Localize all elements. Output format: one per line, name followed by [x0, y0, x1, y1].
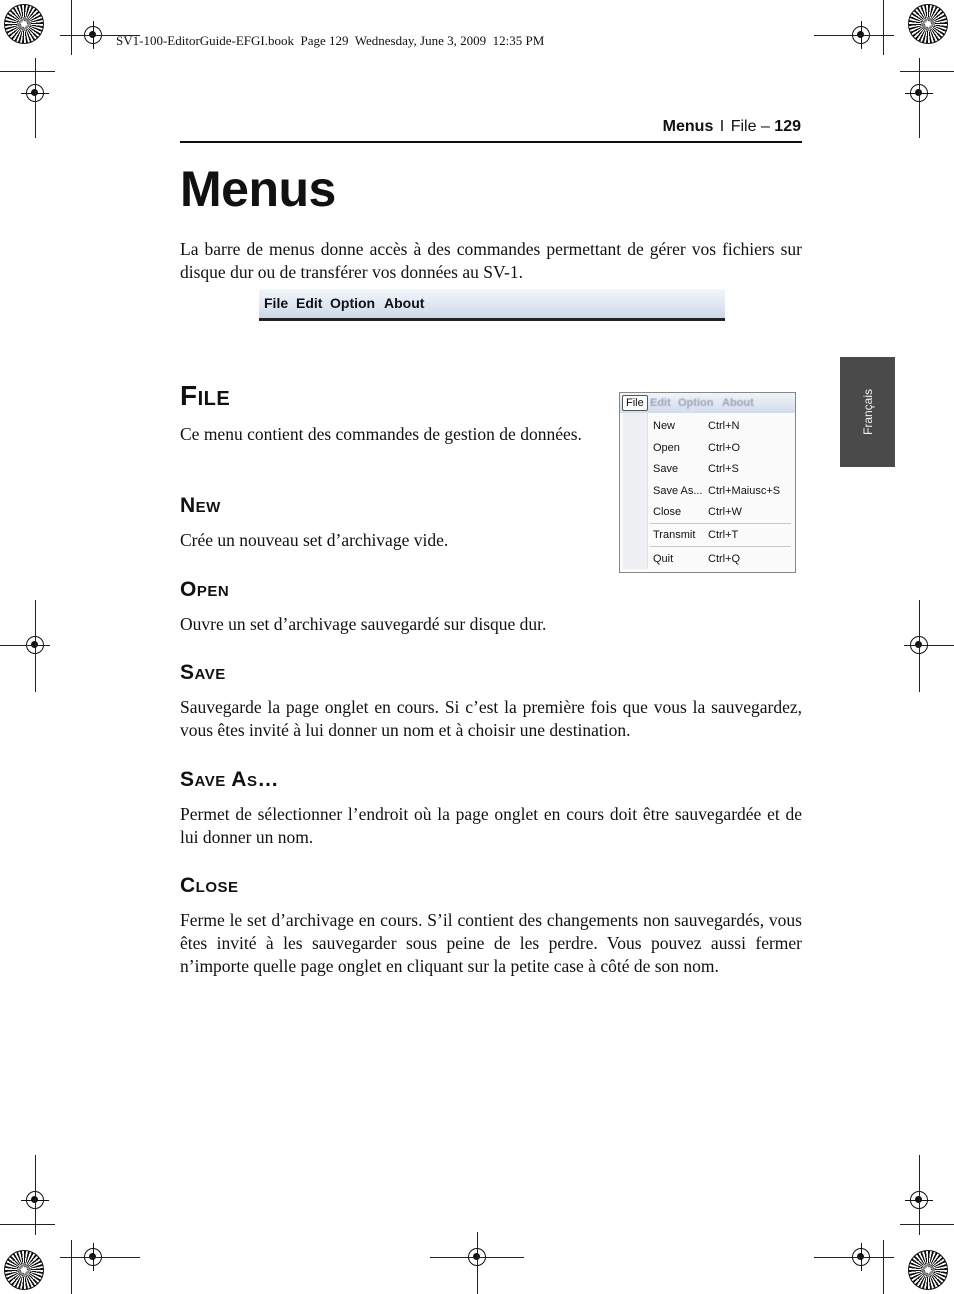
- page-number: 129: [774, 118, 801, 135]
- file-menu-gutter: [623, 413, 648, 569]
- file-menu-shortcut-quit: Ctrl+Q: [708, 553, 741, 565]
- heading-open: Open: [180, 578, 230, 601]
- file-menu-shortcut-save: Ctrl+S: [708, 463, 739, 475]
- file-menu-shortcut-new: Ctrl+N: [708, 420, 740, 432]
- file-menu-item-save-as: Save As...: [653, 485, 703, 497]
- file-menu-shortcut-transmit: Ctrl+T: [708, 529, 739, 541]
- header-topic: File: [730, 118, 757, 135]
- file-menu-item-transmit: Transmit: [653, 529, 696, 541]
- file-menu-screenshot: [619, 392, 796, 573]
- text-new: Crée un nouveau set d’archivage vide.: [180, 530, 449, 550]
- file-menu-item-open: Open: [653, 442, 680, 454]
- header-dash: –: [760, 118, 770, 135]
- heading-close: Close: [180, 874, 239, 897]
- heading-new: New: [180, 494, 221, 517]
- registration-star-icon: [908, 1250, 948, 1290]
- file-menu-separator: [650, 523, 791, 524]
- file-menu-bar-about: About: [722, 397, 754, 409]
- file-menu-separator: [650, 546, 791, 547]
- file-menu-shortcut-close: Ctrl+W: [708, 506, 742, 518]
- text-close: Ferme le set d’archivage en cours. S’il contient des changements non sauvegardés, vous êtes invité à les sauvegarder sous peine de les perdre. Vous pouvez aussi fermer n’importe quelle page onglet en cliquant sur la petite case à côté de son nom.: [180, 910, 802, 976]
- header-separator: I: [719, 118, 725, 135]
- page-title: Menus: [180, 161, 336, 217]
- file-menu-bar-option: Option: [678, 397, 714, 409]
- menubar-screenshot: [259, 289, 725, 321]
- file-menu-item-save: Save: [653, 463, 679, 475]
- heading-file: File: [180, 380, 231, 411]
- heading-save-as: Save As…: [180, 768, 279, 791]
- print-slug: SV1-100-EditorGuide-EFGI.book Page 129 Wednesday, June 3, 2009 12:35 PM: [116, 33, 545, 48]
- file-menu-shortcut-open: Ctrl+O: [708, 442, 741, 454]
- file-menu-bar-file: File: [622, 395, 648, 411]
- file-menu-bar-edit: Edit: [650, 397, 671, 409]
- header-section: Menus: [662, 118, 714, 135]
- text-open: Ouvre un set d’archivage sauvegardé sur disque dur.: [180, 614, 547, 634]
- header-rule: [180, 141, 802, 143]
- text-file: Ce menu contient des commandes de gestion de données.: [180, 424, 582, 444]
- file-menu-item-quit: Quit: [653, 553, 674, 565]
- language-tab: [840, 357, 895, 467]
- menubar-item-edit: Edit: [296, 295, 323, 311]
- menubar-item-about: About: [384, 295, 425, 311]
- text-save: Sauvegarde la page onglet en cours. Si c’est la première fois que vous la sauvegardez, vous êtes invité à lui donner un nom et à choisir une destination.: [180, 697, 802, 740]
- intro-paragraph: La barre de menus donne accès à des commandes permettant de gérer vos fichiers sur disque dur ou de transférer vos données au SV-1.: [180, 239, 802, 282]
- registration-star-icon: [4, 1250, 44, 1290]
- heading-save: Save: [180, 661, 226, 684]
- file-menu-shortcut-save-as: Ctrl+Maiusc+S: [708, 485, 781, 497]
- menubar-item-option: Option: [330, 295, 376, 311]
- running-header: [663, 118, 801, 136]
- registration-star-icon: [908, 4, 948, 44]
- file-menu-item-close: Close: [653, 506, 682, 518]
- menubar-item-file: File: [264, 295, 289, 311]
- registration-star-icon: [4, 4, 44, 44]
- file-menu-item-new: New: [653, 420, 676, 432]
- text-save-as: Permet de sélectionner l’endroit où la page onglet en cours doit être sauvegardée et de lui donner un nom.: [180, 804, 802, 847]
- language-tab-label: Français: [860, 388, 875, 436]
